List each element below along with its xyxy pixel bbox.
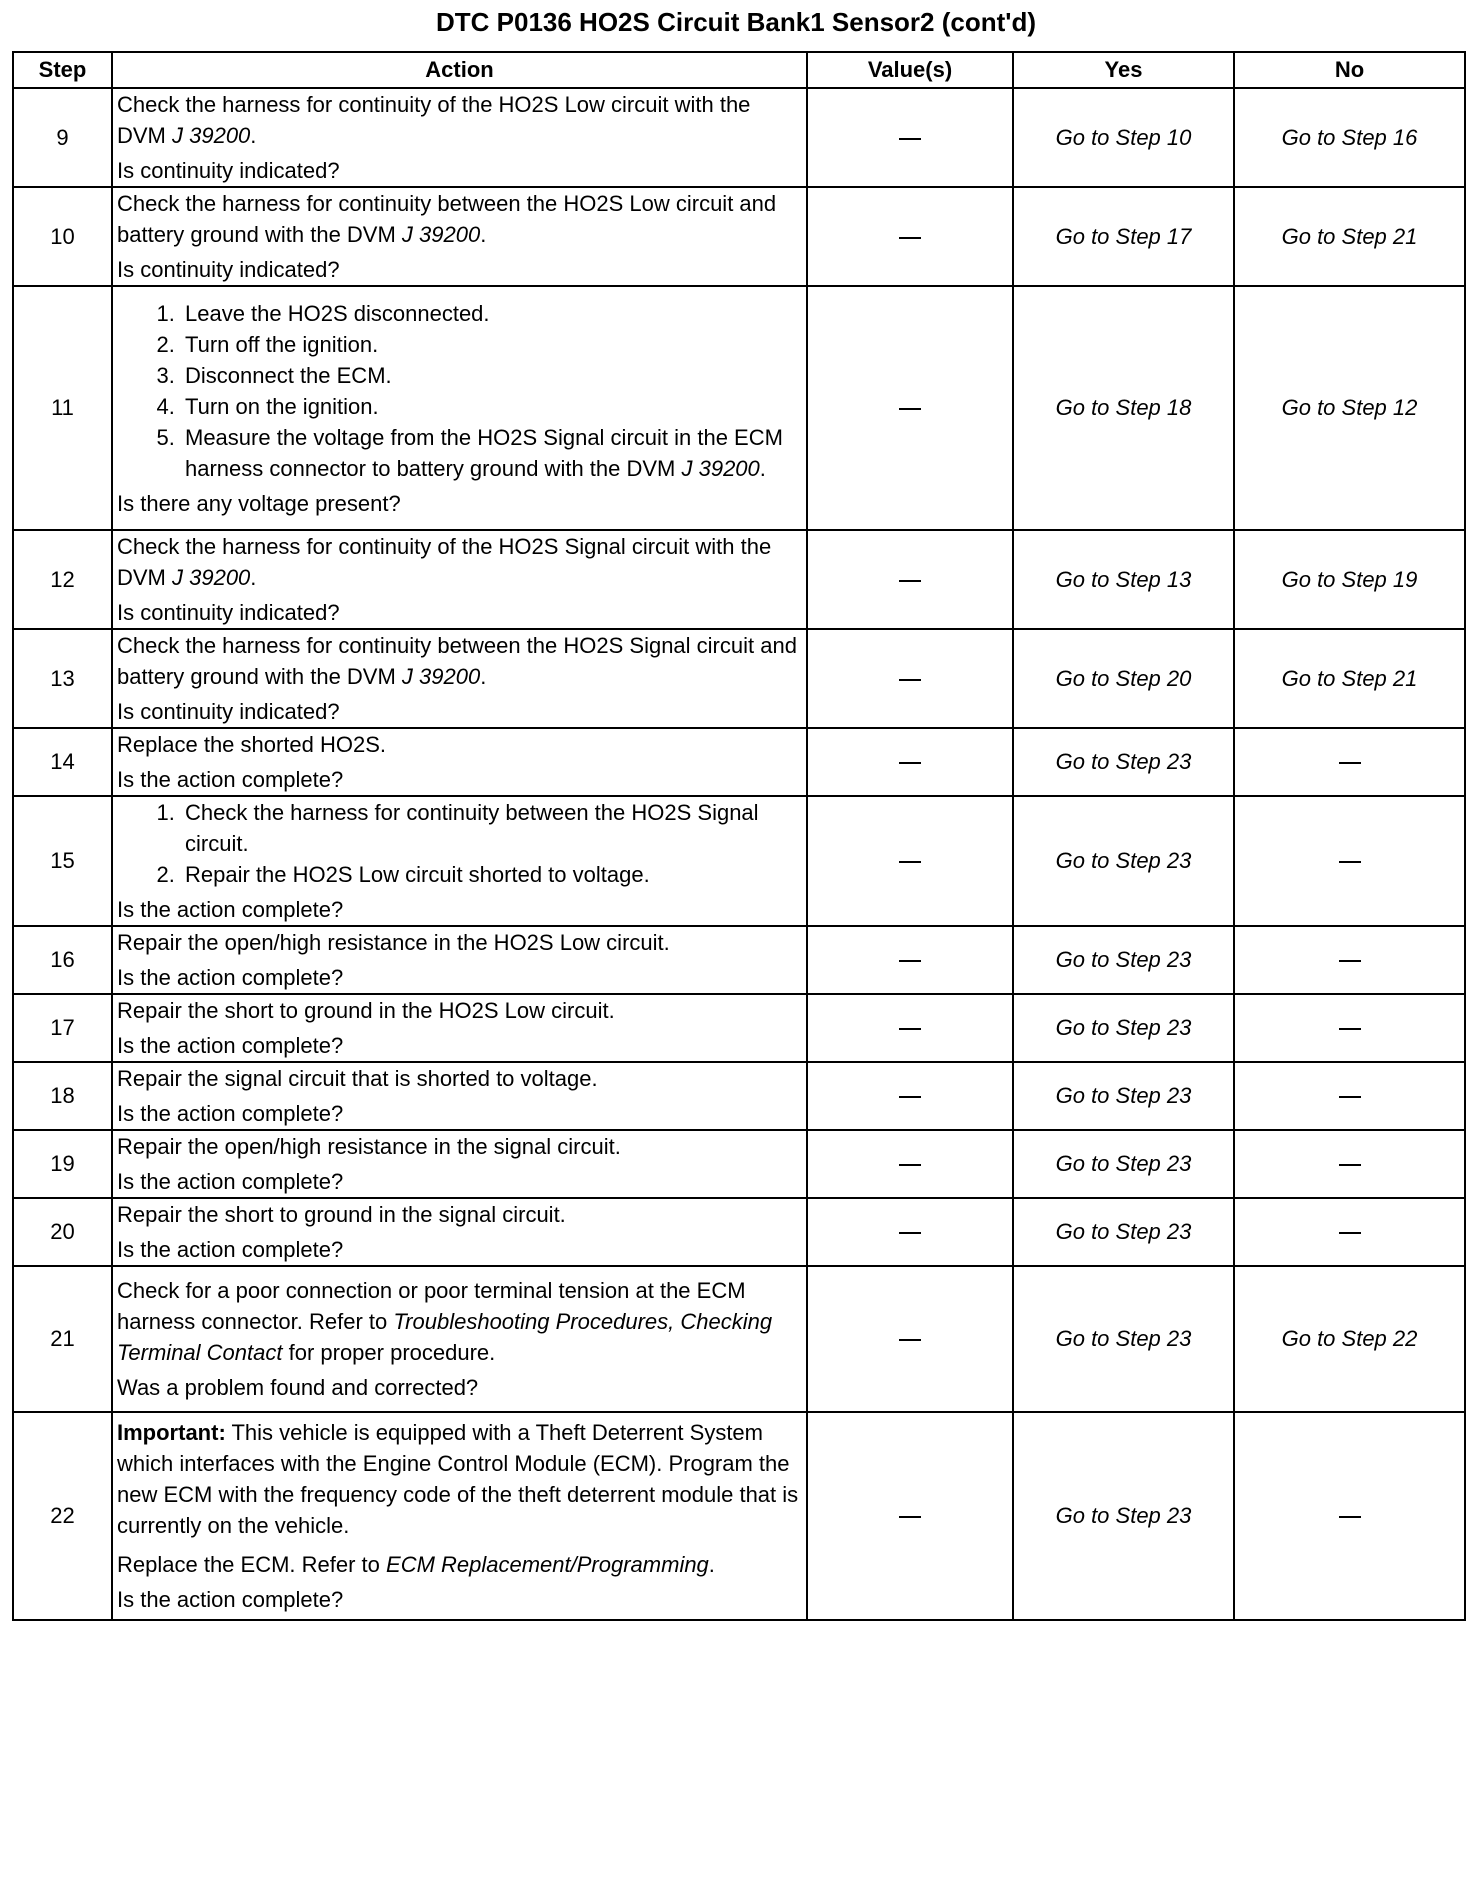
table-row xyxy=(13,88,1465,187)
no-dash xyxy=(1339,1164,1361,1166)
procedure-step: 2. Repair the HO2S Low circuit shorted to voltage. xyxy=(181,859,802,890)
value-cell xyxy=(807,1062,1013,1130)
value-dash xyxy=(899,762,921,764)
value-dash xyxy=(899,861,921,863)
yes-text: Go to Step 23 xyxy=(1055,1326,1192,1351)
table-row xyxy=(13,286,1465,530)
action-question: Is the action complete? xyxy=(117,1033,344,1058)
value-dash xyxy=(899,580,921,582)
no-cell xyxy=(1234,728,1465,796)
step-number: 15 xyxy=(13,796,112,926)
action-cell xyxy=(112,994,807,1062)
action-question: Is continuity indicated? xyxy=(117,600,340,625)
table-row xyxy=(13,994,1465,1062)
table-body xyxy=(13,88,1465,1620)
yes-text: Go to Step 23 xyxy=(1055,749,1192,774)
reference-text: J 39200 xyxy=(401,222,481,247)
yes-text: Go to Step 23 xyxy=(1055,947,1192,972)
procedure-step: 4. Turn on the ignition. xyxy=(181,391,802,422)
no-dash xyxy=(1339,1028,1361,1030)
action-text: Repair the signal circuit that is shorted to voltage. xyxy=(117,1066,598,1091)
action-text: Check for a poor connection or poor terminal tension at the ECM harness connector. Refer to Troubleshooting Procedures, Checking Terminal Contact for proper procedure. xyxy=(117,1278,773,1365)
value-cell xyxy=(807,530,1013,629)
action-cell xyxy=(112,926,807,994)
important-text: This vehicle is equipped with a Theft Deterrent System which interfaces with the Engine Control Module (ECM). Program the new ECM with the frequency code of the theft deterrent module that is currently on the vehicle. xyxy=(117,1420,799,1538)
reference-text: J 39200 xyxy=(172,123,251,148)
reference-text: J 39200 xyxy=(401,664,481,689)
yes-cell xyxy=(1013,1062,1234,1130)
step-number: 19 xyxy=(13,1130,112,1198)
action-cell xyxy=(112,1412,807,1620)
no-text: Go to Step 21 xyxy=(1281,665,1418,691)
action-question: Is the action complete? xyxy=(117,1237,344,1262)
action-text: Check the harness for continuity of the HO2S Low circuit with the DVM J 39200. xyxy=(117,92,751,148)
action-question: Was a problem found and corrected? xyxy=(117,1375,479,1400)
value-dash xyxy=(899,1028,921,1030)
no-cell xyxy=(1234,286,1465,530)
action-text: Repair the open/high resistance in the signal circuit. xyxy=(117,1134,621,1159)
table-row xyxy=(13,796,1465,926)
value-dash xyxy=(899,679,921,681)
yes-text: Go to Step 23 xyxy=(1055,1083,1192,1108)
value-dash xyxy=(899,1164,921,1166)
table-row xyxy=(13,926,1465,994)
yes-cell xyxy=(1013,1412,1234,1620)
action-text: Replace the shorted HO2S. xyxy=(117,732,387,757)
table-row xyxy=(13,1062,1465,1130)
table-row xyxy=(13,728,1465,796)
step-number: 13 xyxy=(13,629,112,728)
action-cell xyxy=(112,1130,807,1198)
procedure-step: 3. Disconnect the ECM. xyxy=(181,360,802,391)
header-action: Action xyxy=(112,52,807,88)
table-row xyxy=(13,530,1465,629)
yes-text: Go to Step 23 xyxy=(1055,1503,1192,1528)
action-text: Repair the short to ground in the HO2S Low circuit. xyxy=(117,998,615,1023)
yes-cell xyxy=(1013,728,1234,796)
yes-cell xyxy=(1013,1198,1234,1266)
action-question: Is continuity indicated? xyxy=(117,257,340,282)
no-dash xyxy=(1339,762,1361,764)
action-question: Is the action complete? xyxy=(117,1169,344,1194)
action-cell xyxy=(112,1062,807,1130)
action-question: Is the action complete? xyxy=(117,965,344,990)
yes-text: Go to Step 10 xyxy=(1055,124,1192,150)
table-row xyxy=(13,1266,1465,1412)
action-question: Is continuity indicated? xyxy=(117,158,340,183)
yes-cell xyxy=(1013,796,1234,926)
step-number: 18 xyxy=(13,1062,112,1130)
action-question: Is the action complete? xyxy=(117,767,344,792)
action-question: Is continuity indicated? xyxy=(117,699,340,724)
value-dash xyxy=(899,1339,921,1341)
yes-text: Go to Step 23 xyxy=(1055,1015,1192,1040)
step-number: 17 xyxy=(13,994,112,1062)
no-cell xyxy=(1234,187,1465,286)
yes-cell xyxy=(1013,1130,1234,1198)
no-cell xyxy=(1234,530,1465,629)
yes-text: Go to Step 23 xyxy=(1055,848,1192,873)
procedure-list xyxy=(117,298,802,484)
action-cell xyxy=(112,728,807,796)
no-dash xyxy=(1339,1516,1361,1518)
value-cell xyxy=(807,286,1013,530)
value-cell xyxy=(807,1266,1013,1412)
value-cell xyxy=(807,88,1013,187)
table-row xyxy=(13,1198,1465,1266)
action-text: Check the harness for continuity between the HO2S Low circuit and battery ground with the DVM J 39200. xyxy=(117,191,777,247)
yes-cell xyxy=(1013,286,1234,530)
yes-cell xyxy=(1013,530,1234,629)
action-cell xyxy=(112,796,807,926)
page-title: DTC P0136 HO2S Circuit Bank1 Sensor2 (cont'd) xyxy=(435,7,1036,37)
no-cell xyxy=(1234,1130,1465,1198)
value-dash xyxy=(899,1232,921,1234)
value-cell xyxy=(807,926,1013,994)
action-cell xyxy=(112,629,807,728)
action-cell xyxy=(112,286,807,530)
yes-text: Go to Step 23 xyxy=(1055,1151,1192,1176)
value-cell xyxy=(807,796,1013,926)
action-cell xyxy=(112,1266,807,1412)
yes-cell xyxy=(1013,1266,1234,1412)
no-cell xyxy=(1234,1198,1465,1266)
action-text: Repair the open/high resistance in the HO2S Low circuit. xyxy=(117,930,670,955)
no-text: Go to Step 22 xyxy=(1281,1326,1418,1351)
table-row xyxy=(13,1130,1465,1198)
value-dash xyxy=(899,1516,921,1518)
no-dash xyxy=(1339,1096,1361,1098)
header-no: No xyxy=(1234,52,1465,88)
no-cell xyxy=(1234,994,1465,1062)
step-number: 21 xyxy=(13,1266,112,1412)
tool-ref: J 39200 xyxy=(681,455,760,481)
no-cell xyxy=(1234,1062,1465,1130)
value-dash xyxy=(899,408,921,410)
value-dash xyxy=(899,237,921,239)
step-number: 22 xyxy=(13,1412,112,1620)
procedure-step: 1. Leave the HO2S disconnected. xyxy=(181,298,802,329)
yes-cell xyxy=(1013,994,1234,1062)
value-dash xyxy=(899,1096,921,1098)
important-note xyxy=(117,1417,802,1541)
value-cell xyxy=(807,1130,1013,1198)
step-number: 9 xyxy=(13,88,112,187)
action-text: Replace the ECM. Refer to ECM Replacement/Programming. xyxy=(117,1552,715,1577)
value-cell xyxy=(807,728,1013,796)
procedure-step: 5. Measure the voltage from the HO2S Signal circuit in the ECM harness connector to battery ground with the DVM J 39200. xyxy=(181,422,802,484)
table-row xyxy=(13,629,1465,728)
value-dash xyxy=(899,138,921,140)
yes-cell xyxy=(1013,926,1234,994)
procedure-list xyxy=(117,797,802,890)
yes-text: Go to Step 17 xyxy=(1055,223,1192,249)
reference-text: J 39200 xyxy=(172,565,251,590)
step-number: 16 xyxy=(13,926,112,994)
no-text: Go to Step 21 xyxy=(1281,223,1418,249)
header-yes: Yes xyxy=(1013,52,1234,88)
value-cell xyxy=(807,1412,1013,1620)
reference-text: ECM Replacement/Programming xyxy=(386,1552,709,1577)
table-row xyxy=(13,187,1465,286)
action-cell xyxy=(112,187,807,286)
no-text: Go to Step 12 xyxy=(1281,395,1418,420)
action-question: Is the action complete? xyxy=(117,897,344,922)
value-cell xyxy=(807,994,1013,1062)
action-question: Is the action complete? xyxy=(117,1587,344,1612)
no-text: Go to Step 19 xyxy=(1281,566,1418,592)
action-text: Check the harness for continuity of the HO2S Signal circuit with the DVM J 39200. xyxy=(117,534,772,590)
value-cell xyxy=(807,629,1013,728)
yes-text: Go to Step 13 xyxy=(1055,566,1192,592)
table-header-row xyxy=(13,52,1465,88)
step-number: 20 xyxy=(13,1198,112,1266)
no-cell xyxy=(1234,88,1465,187)
value-dash xyxy=(899,960,921,962)
no-cell xyxy=(1234,1412,1465,1620)
yes-cell xyxy=(1013,629,1234,728)
header-step: Step xyxy=(13,52,112,88)
action-cell xyxy=(112,530,807,629)
yes-text: Go to Step 23 xyxy=(1055,1219,1192,1244)
yes-text: Go to Step 20 xyxy=(1055,665,1192,691)
step-number: 14 xyxy=(13,728,112,796)
value-cell xyxy=(807,187,1013,286)
no-dash xyxy=(1339,861,1361,863)
important-label: Important: xyxy=(117,1420,226,1445)
no-cell xyxy=(1234,926,1465,994)
no-dash xyxy=(1339,960,1361,962)
step-number: 11 xyxy=(13,286,112,530)
step-number: 12 xyxy=(13,530,112,629)
header-values: Value(s) xyxy=(807,52,1013,88)
value-cell xyxy=(807,1198,1013,1266)
procedure-step: 1. Check the harness for continuity between the HO2S Signal circuit. xyxy=(181,797,802,859)
no-cell xyxy=(1234,796,1465,926)
action-cell xyxy=(112,1198,807,1266)
action-cell xyxy=(112,88,807,187)
table-row xyxy=(13,1412,1465,1620)
action-question: Is there any voltage present? xyxy=(117,490,401,516)
yes-text: Go to Step 18 xyxy=(1055,395,1192,420)
diagnostic-table xyxy=(12,51,1466,1621)
action-question: Is the action complete? xyxy=(117,1101,344,1126)
no-text: Go to Step 16 xyxy=(1281,124,1418,150)
procedure-step: 2. Turn off the ignition. xyxy=(181,329,802,360)
no-cell xyxy=(1234,1266,1465,1412)
no-cell xyxy=(1234,629,1465,728)
step-number: 10 xyxy=(13,187,112,286)
yes-cell xyxy=(1013,88,1234,187)
reference-text: Troubleshooting Procedures, Checking Terminal Contact xyxy=(117,1309,773,1365)
action-text: Repair the short to ground in the signal circuit. xyxy=(117,1202,566,1227)
no-dash xyxy=(1339,1232,1361,1234)
action-text: Check the harness for continuity between the HO2S Signal circuit and battery ground with the DVM J 39200. xyxy=(117,633,797,689)
yes-cell xyxy=(1013,187,1234,286)
